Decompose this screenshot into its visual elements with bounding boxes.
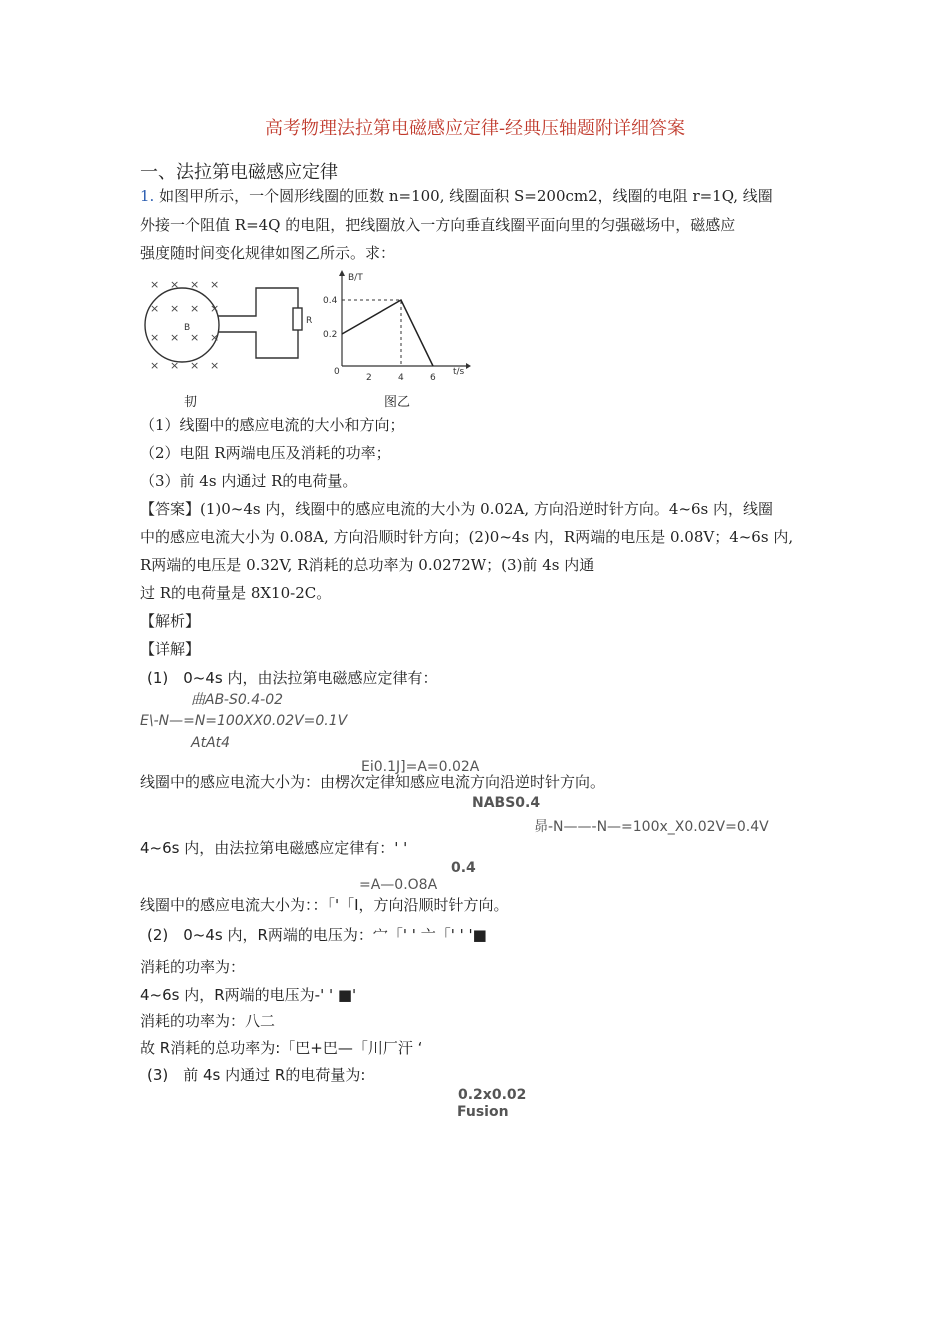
problem-line-3: 强度随时间变化规律如图乙所示。求： [140, 244, 396, 262]
graph-tick-x-4: 4 [398, 373, 404, 383]
question-1: （1）线圈中的感应电流的大小和方向； [140, 416, 405, 434]
svg-text:×: × [170, 278, 180, 291]
solution-line-18: (3) 前 4s 内通过 R的电荷量为: [147, 1066, 366, 1084]
svg-text:×: × [190, 278, 200, 291]
solution-line-15: 4~6s 内，R两端的电压为-' ' ■' [140, 986, 357, 1004]
coil-circle [145, 288, 219, 362]
svg-text:×: × [170, 302, 180, 315]
solution-line-6: 线圈中的感应电流大小为：由楞次定律知感应电流方向沿逆时针方向。 [140, 773, 606, 791]
problem-line-2: 外接一个阻值 R=4Q 的电阻，把线圈放入一方向垂直线圈平面向里的匀强磁场中，磁感应 [140, 216, 736, 234]
solution-line-13: (2) 0~4s 内，R两端的电压为：宀「' ' 亠「' ' '■ [147, 926, 487, 944]
solution-line-1: (1) 0~4s 内，由法拉第电磁感应定律有： [147, 669, 438, 687]
problem-line-1 [140, 189, 773, 204]
graph-tick-x-6: 6 [430, 373, 436, 383]
bt-graph [323, 270, 471, 383]
svg-text:×: × [210, 359, 220, 372]
graph-y-arrow [339, 270, 345, 276]
figure-left-caption: 㓞 [184, 395, 198, 410]
svg-text:×: × [190, 331, 200, 344]
solution-line-5: Ei0.1J]=A=0.02A [361, 759, 480, 775]
svg-text:×: × [210, 278, 220, 291]
svg-text:×: × [150, 278, 160, 291]
svg-text:×: × [170, 359, 180, 372]
answer-line-2: 中的感应电流大小为 0.08A, 方向沿顺时针方向；(2)0~4s 内，R两端的电压是 0.08V；4~6s 内, [140, 528, 794, 546]
solution-line-20: Fusion [457, 1104, 509, 1120]
graph-tick-x-2: 2 [366, 373, 372, 383]
question-2: （2）电阻 R两端电压及消耗的功率； [140, 444, 391, 462]
solution-line-16: 消耗的功率为：八二 [140, 1012, 276, 1030]
section-heading: 一、法拉第电磁感应定律 [140, 162, 338, 183]
graph-b-curve [342, 300, 433, 366]
solution-line-4: AtAt4 [191, 735, 231, 751]
solution-line-9: 4~6s 内，由法拉第电磁感应定律有：' ' [140, 839, 408, 857]
solution-line-17: 故 R消耗的总功率为:「巴+巴—「川厂汗 ‘ [140, 1039, 423, 1057]
solution-line-11: =A—0.O8A [359, 877, 438, 893]
solution-line-12: 线圈中的感应电流大小为：：「'「I，方向沿顺时针方向。 [140, 896, 509, 914]
circuit-wire [218, 288, 298, 358]
graph-y-label: B/T [348, 273, 363, 283]
figure-right-caption: 图乙 [384, 395, 411, 410]
solution-line-2: 曲AB-S0.4-02 [191, 692, 284, 708]
solution-line-14: 消耗的功率为： [140, 958, 246, 976]
problem-number: 1. [140, 187, 155, 205]
problem-text-1: 如图甲所示，一个圆形线圈的匝数 n=100, 线圈面积 S=200cm2，线圈的电阻 r=1Q, 线圈 [159, 187, 773, 205]
circuit-diagram [145, 288, 302, 362]
solution-line-3: E\-N—=N=100XX0.02V=0.1V [140, 713, 348, 729]
graph-tick-x-0: 0 [334, 367, 340, 377]
problem-figures [140, 270, 480, 410]
answer-line-1: 【答案】(1)0~4s 内，线圈中的感应电流的大小为 0.02A, 方向沿逆时针方向。4~6s 内，线圈 [140, 500, 774, 518]
svg-text:×: × [190, 359, 200, 372]
svg-text:×: × [170, 331, 180, 344]
graph-tick-y-0.4: 0.4 [323, 296, 338, 306]
answer-line-4: 过 R的电荷量是 8X10-2C。 [140, 584, 332, 602]
question-3: （3）前 4s 内通过 R的电荷量。 [140, 472, 358, 490]
resistor-symbol [293, 308, 302, 330]
circuit-b-label: B [184, 323, 191, 333]
solution-line-10: 0.4 [451, 860, 476, 876]
circuit-r-label: R [306, 316, 313, 326]
svg-text:×: × [190, 302, 200, 315]
svg-text:×: × [150, 302, 160, 315]
solution-line-19: 0.2x0.02 [458, 1087, 527, 1103]
page-title: 高考物理法拉第电磁感应定律-经典压轴题附详细答案 [264, 118, 686, 139]
svg-text:×: × [210, 302, 220, 315]
detail-label: 【详解】 [140, 640, 201, 658]
answer-line-3: R两端的电压是 0.32V, R消耗的总功率为 0.0272W；(3)前 4s 内通 [140, 556, 595, 574]
solution-line-8: 昴-N——-N—=100x_X0.02V=0.4V [534, 819, 769, 835]
graph-x-arrow [466, 363, 471, 369]
solution-line-7: NABS0.4 [472, 795, 541, 811]
analysis-label: 【解析】 [140, 612, 201, 630]
svg-text:×: × [210, 331, 220, 344]
graph-tick-y-0.2: 0.2 [323, 330, 338, 340]
svg-text:×: × [150, 331, 160, 344]
svg-text:×: × [150, 359, 160, 372]
graph-x-label: t/s [453, 367, 465, 377]
graph-guide-lines [342, 300, 401, 366]
